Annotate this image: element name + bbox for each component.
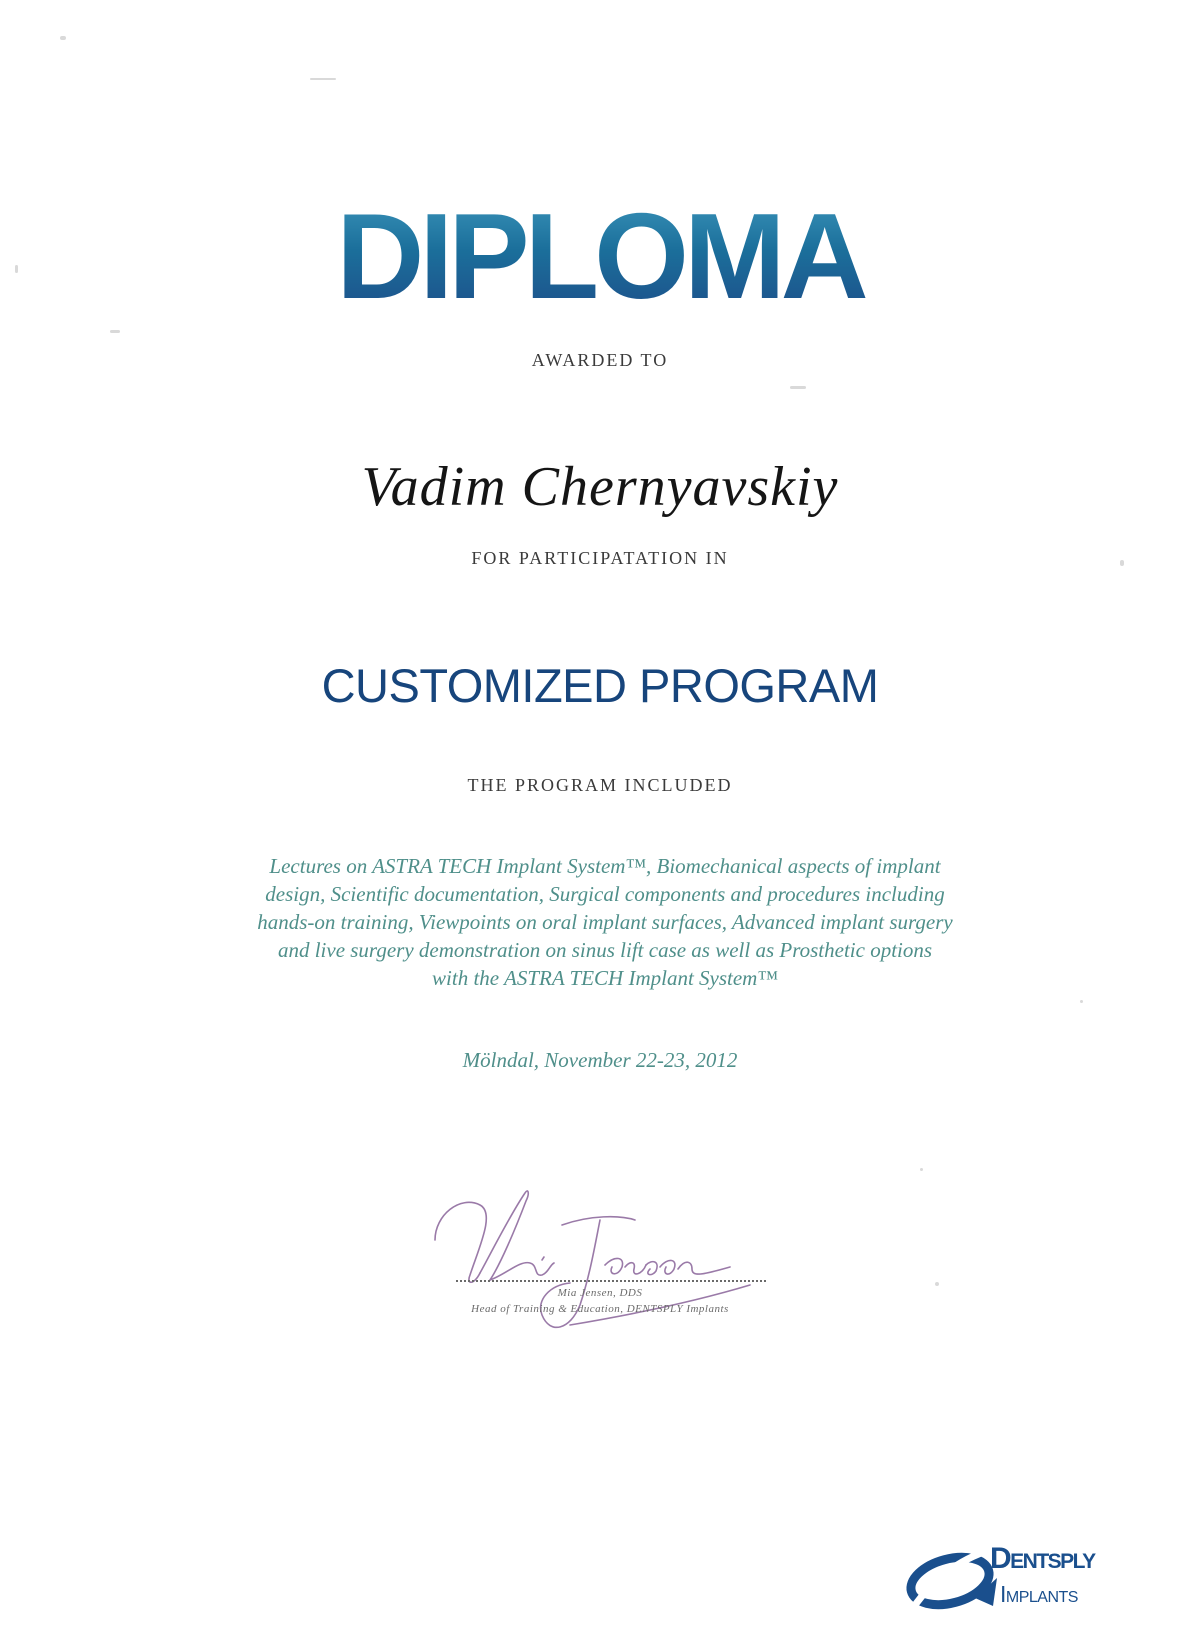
program-description: [200, 852, 1010, 992]
program-name: CUSTOMIZED PROGRAM: [321, 659, 879, 712]
scan-speck: [60, 36, 66, 40]
scan-speck: [790, 386, 806, 389]
scan-speck: [1080, 1000, 1083, 1003]
diploma-title: DIPLOMA: [0, 195, 1200, 317]
signature-line: [456, 1280, 766, 1282]
description-line: with the ASTRA TECH Implant System™: [432, 966, 778, 990]
scan-speck: [935, 1282, 939, 1286]
participation-label: FOR PARTICIPATATION IN: [471, 548, 729, 568]
place-and-date: Mölndal, November 22-23, 2012: [462, 1048, 738, 1072]
description-line: hands-on training, Viewpoints on oral implant surfaces, Advanced implant surgery: [257, 910, 953, 934]
swoosh-icon: [905, 1536, 1000, 1621]
description-line: and live surgery demonstration on sinus lift case as well as Prosthetic options: [277, 938, 933, 962]
scan-speck: [310, 78, 336, 80]
logo-word-implants: Implants: [1000, 1581, 1078, 1607]
dentsply-implants-logo: [905, 1536, 1145, 1621]
signer-name: Mia Jensen, DDS: [557, 1287, 643, 1299]
description-line: Lectures on ASTRA TECH Implant System™, Biomechanical aspects of implant: [269, 854, 941, 878]
scan-speck: [110, 330, 120, 333]
included-label: THE PROGRAM INCLUDED: [467, 775, 733, 795]
description-line: design, Scientific documentation, Surgical components and procedures including: [265, 882, 945, 906]
signer-role: Head of Training & Education, DENTSPLY Implants: [471, 1303, 729, 1315]
awarded-label: AWARDED TO: [531, 350, 669, 370]
logo-word-dentsply: Dentsply: [990, 1542, 1095, 1575]
scan-speck: [920, 1168, 923, 1171]
recipient-name: Vadim Chernyavskiy: [361, 456, 839, 518]
